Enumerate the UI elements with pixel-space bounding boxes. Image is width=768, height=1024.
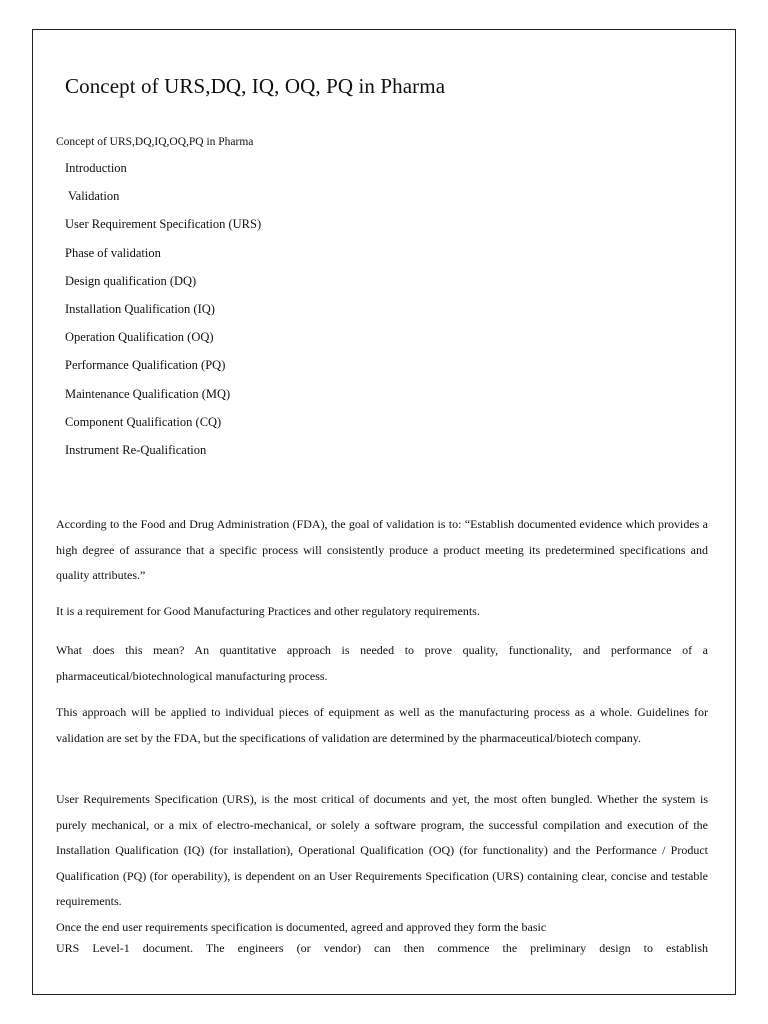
paragraph-urs: User Requirements Specification (URS), is the most critical of documents and yet, the most often bungled. Whether the system is purely mechanical, or a mix of electro-mechanical, or solely a software program, the successful compilation and execution of the Installation Qualification (IQ) (for installation), Operational Qualification (OQ) (for functionality) and the Performance / Product Qualification (PQ) (for operability), is dependent on an User Requirements Specification (URS) containing clear, concise and testable requirements.: [56, 792, 708, 908]
toc-item-dq: Design qualification (DQ): [65, 273, 197, 288]
paragraph-urs-level-1: URS Level-1 document. The engineers (or vendor) can then commence the preliminary design to establish: [56, 941, 708, 955]
paragraph-what-does-this-mean: What does this mean? An quantitative approach is needed to prove quality, functionality, and performance of a pharmaceutical/biotechnological manufacturing process.: [56, 643, 708, 683]
paragraph-approach: This approach will be applied to individual pieces of equipment as well as the manufacturing process as a whole. Guidelines for validation are set by the FDA, but the specifications of validation are determined by the pharmaceutical/biotech company.: [56, 705, 708, 745]
document-subtitle: Concept of URS,DQ,IQ,OQ,PQ in Pharma: [56, 136, 254, 148]
toc-item-cq: Component Qualification (CQ): [65, 414, 222, 429]
toc-item-validation: Validation: [68, 189, 120, 204]
document-title: Concept of URS,DQ, IQ, OQ, PQ in Pharma: [65, 74, 446, 98]
toc-item-oq: Operation Qualification (OQ): [65, 330, 214, 345]
paragraph-end-user-requirements: Once the end user requirements specification is documented, agreed and approved they form the basic: [56, 920, 547, 934]
toc-item-pq: Performance Qualification (PQ): [65, 358, 226, 373]
toc-item-urs: User Requirement Specification (URS): [65, 217, 262, 232]
toc-item-iq: Installation Qualification (IQ): [65, 301, 215, 316]
paragraph-gmp-requirement: It is a requirement for Good Manufacturing Practices and other regulatory requirements.: [56, 604, 480, 618]
toc-item-phase-of-validation: Phase of validation: [65, 245, 161, 260]
table-of-contents: [65, 158, 261, 468]
toc-item-requalification: Instrument Re-Qualification: [65, 442, 207, 457]
paragraph-fda-goal: According to the Food and Drug Administration (FDA), the goal of validation is to: “Establish documented evidence which provides a high degree of assurance that a specific process will consistently produce a product meeting its predetermined specifications and quality attributes.”: [56, 517, 708, 582]
toc-item-mq: Maintenance Qualification (MQ): [65, 386, 231, 401]
toc-item-introduction: Introduction: [65, 161, 127, 175]
